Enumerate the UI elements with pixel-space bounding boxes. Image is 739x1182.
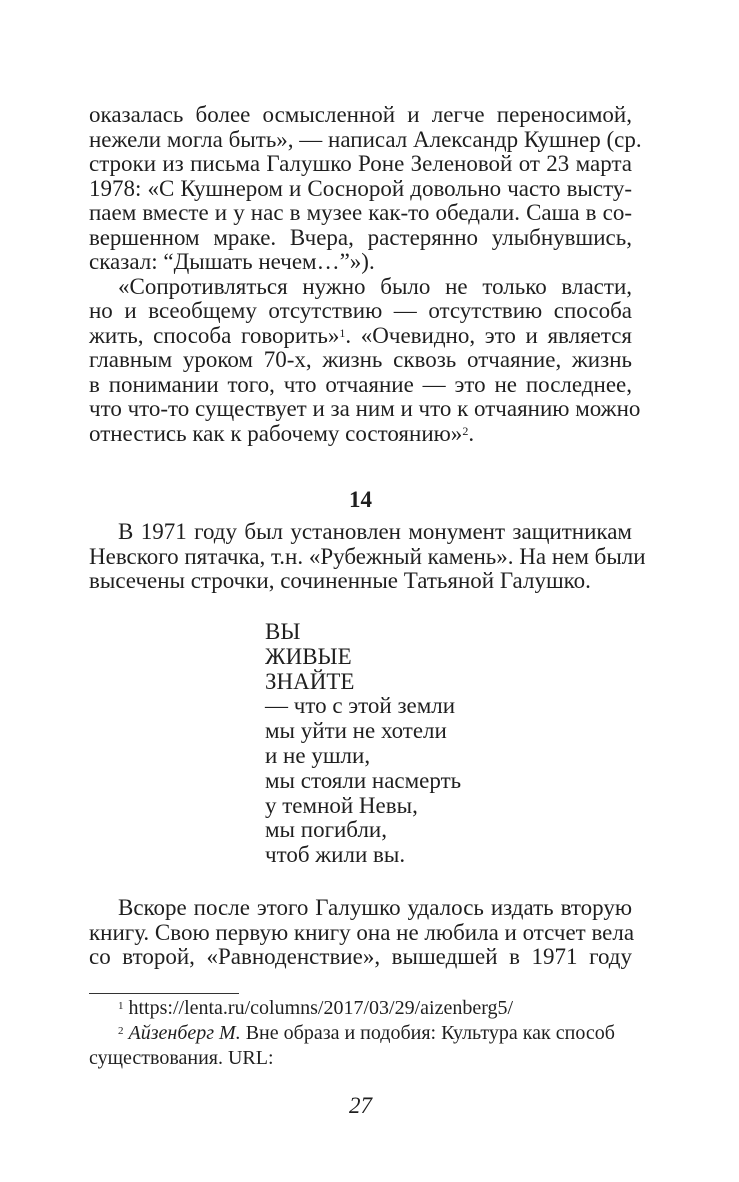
section-heading: 14 bbox=[349, 487, 372, 512]
page-number: 27 bbox=[349, 1093, 372, 1118]
footnote-text: Вне образа и подобия: Культура как способ bbox=[240, 1022, 615, 1044]
poem-line: у темной Невы, bbox=[265, 792, 418, 818]
text-block-1 bbox=[89, 102, 642, 446]
text-line: но и всеобщему отсутствию — отсутствию способа bbox=[89, 298, 632, 323]
text-line: книгу. Свою первую книгу она не любила и отсчет вела bbox=[89, 919, 635, 945]
text-fragment: . «Очевидно, это и является bbox=[345, 322, 632, 348]
text-line bbox=[89, 422, 632, 447]
text-line bbox=[89, 324, 632, 349]
text-fragment: . bbox=[468, 420, 475, 446]
text-line: В 1971 году был установлен монумент защитникам bbox=[118, 519, 632, 544]
poem-line: и не ушли, bbox=[265, 742, 371, 768]
footnote-divider bbox=[89, 993, 239, 994]
text-line: вершенном мраке. Вчера, растерянно улыбнувшись, bbox=[89, 224, 632, 250]
footnote-author: Айзенберг М. bbox=[128, 1022, 241, 1044]
poem-line: мы погибли, bbox=[265, 817, 387, 843]
text-line: со второй, «Равноденствие», вышедшей в 1971 году bbox=[89, 944, 632, 969]
text-line: в понимании того, что отчаяние — это не последнее, bbox=[89, 371, 632, 397]
poem-line: ЗНАЙТЕ bbox=[265, 668, 355, 694]
footnote-2-continuation: существования. URL: bbox=[89, 1047, 274, 1069]
text-line: Вскоре после этого Галушко удалось издать вторую bbox=[118, 895, 632, 920]
poem-line: чтоб жили вы. bbox=[265, 842, 406, 868]
text-line: паем вместе и у нас в музее как-то обедали. Саша в со- bbox=[89, 200, 632, 225]
footnote-mark: 1 bbox=[118, 1000, 124, 1012]
text-line: Невского пятачка, т.н. «Рубежный камень». На нем были bbox=[89, 543, 646, 569]
text-fragment: отнестись как к рабочему состоянию» bbox=[89, 420, 463, 446]
footnote-url: https://lenta.ru/columns/2017/03/29/aizenberg5/ bbox=[128, 997, 514, 1019]
poem-line: ЖИВЫЕ bbox=[265, 643, 352, 669]
text-line: главным уроком 70-х, жизнь сквозь отчаяние, жизнь bbox=[89, 347, 632, 372]
footnote-ref-1: 1 bbox=[339, 325, 346, 340]
text-line: высечены строчки, сочиненные Татьяной Галушко. bbox=[89, 568, 591, 593]
text-line: что что-то существует и за ним и что к отчаянию можно bbox=[89, 396, 641, 421]
text-line: «Сопротивляться нужно было не только власти, bbox=[118, 273, 632, 299]
footnote-ref-2: 2 bbox=[462, 423, 469, 438]
text-line: оказалась более осмысленной и легче переносимой, bbox=[89, 102, 632, 127]
poem-line: — что с этой земли bbox=[265, 693, 456, 719]
poem-line: мы уйти не хотели bbox=[265, 718, 447, 744]
footnote-2 bbox=[89, 1021, 632, 1046]
text-block-2 bbox=[89, 519, 646, 594]
text-line: нежели могла быть», — написал Александр Кушнер (ср. bbox=[89, 126, 642, 152]
text-block-3 bbox=[89, 895, 635, 970]
text-line: строки из письма Галушко Роне Зеленовой от 23 марта bbox=[89, 151, 632, 176]
footnote-1 bbox=[89, 996, 632, 1021]
poem bbox=[265, 620, 461, 868]
poem-line: ВЫ bbox=[265, 619, 301, 644]
text-fragment: жить, способа говорить» bbox=[89, 322, 340, 348]
footnote-mark: 2 bbox=[118, 1025, 124, 1037]
footnotes bbox=[89, 996, 632, 1071]
poem-line: мы стояли насмерть bbox=[265, 767, 462, 793]
text-line: 1978: «С Кушнером и Соснорой довольно часто высту- bbox=[89, 175, 632, 201]
text-line: сказал: “Дышать нечем…”»). bbox=[89, 249, 375, 274]
